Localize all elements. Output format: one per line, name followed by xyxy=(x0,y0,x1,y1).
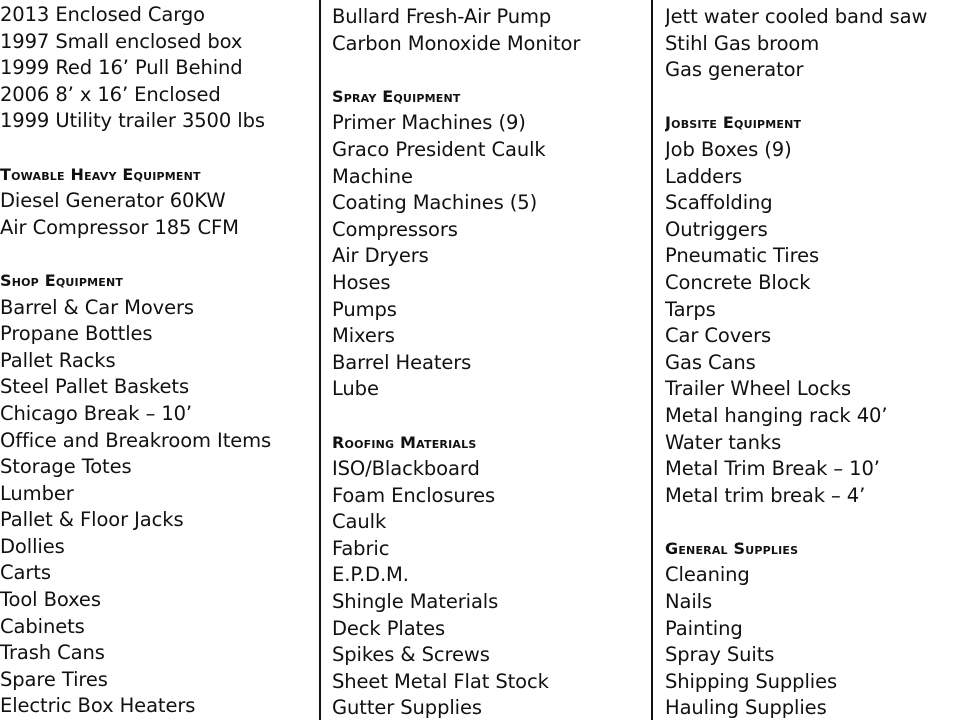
list-item: 2006 8’ x 16’ Enclosed xyxy=(0,82,221,106)
list-item: Spikes & Screws xyxy=(332,643,490,667)
list-item: ISO/Blackboard xyxy=(332,457,480,481)
list-item: Chicago Break – 10’ xyxy=(0,401,193,425)
list-item: Ladders xyxy=(665,164,743,188)
list-item: Job Boxes (9) xyxy=(665,137,792,161)
list-item: Painting xyxy=(665,616,743,640)
list-item: Lube xyxy=(332,377,379,401)
column-left xyxy=(0,2,316,722)
blank-line xyxy=(0,135,316,162)
list-item: 1997 Small enclosed box xyxy=(0,29,243,53)
list-item: Barrel Heaters xyxy=(332,350,472,374)
blank-line xyxy=(0,241,316,268)
section-heading: Shop Equipment xyxy=(0,270,124,290)
list-item: Outriggers xyxy=(665,217,768,241)
list-item: Concrete Block xyxy=(665,270,811,294)
section-heading: Spray Equipment xyxy=(332,86,461,106)
list-item: Car Covers xyxy=(665,324,772,348)
blank-line xyxy=(332,57,648,84)
list-item: Spare Tires xyxy=(0,667,108,691)
list-item: Deck Plates xyxy=(332,616,446,640)
list-item: Fabric xyxy=(332,536,390,560)
list-item: Stihl Gas broom xyxy=(665,31,820,55)
section-heading: Roofing Materials xyxy=(332,432,477,452)
column-right xyxy=(665,4,960,724)
list-item: 2013 Enclosed Cargo xyxy=(0,3,205,26)
list-item: Pallet Racks xyxy=(0,348,116,372)
list-item: Gas Cans xyxy=(665,350,756,374)
list-item: 1999 Utility trailer 3500 lbs xyxy=(0,109,265,133)
column-middle xyxy=(332,4,648,724)
list-item: Primer Machines (9) xyxy=(332,111,526,135)
blank-line xyxy=(665,509,960,536)
list-item: Carts xyxy=(0,561,51,585)
section-heading: General Supplies xyxy=(665,538,799,558)
list-item: Nails xyxy=(665,590,713,614)
list-item: Graco President Caulk xyxy=(332,137,546,161)
list-item: Diesel Generator 60KW xyxy=(0,189,226,213)
list-item: Gas generator xyxy=(665,58,804,82)
list-item: Lumber xyxy=(0,481,74,505)
list-item: Office and Breakroom Items xyxy=(0,428,272,452)
list-item: Hauling Supplies xyxy=(665,696,827,720)
list-item: Carbon Monoxide Monitor xyxy=(332,31,581,55)
list-item: Foam Enclosures xyxy=(332,483,496,507)
list-item: Metal hanging rack 40’ xyxy=(665,403,888,427)
list-item: 1999 Red 16’ Pull Behind xyxy=(0,56,243,80)
list-item: Pumps xyxy=(332,297,397,321)
section-heading: Jobsite Equipment xyxy=(665,113,802,133)
list-item: Pneumatic Tires xyxy=(665,244,820,268)
list-item: Caulk xyxy=(332,510,387,534)
list-item: Shipping Supplies xyxy=(665,669,838,693)
list-item: Spray Suits xyxy=(665,643,775,667)
list-item: Cabinets xyxy=(0,614,85,638)
list-item: Steel Pallet Baskets xyxy=(0,375,190,399)
list-item: Propane Bottles xyxy=(0,322,153,346)
list-item: Gutter Supplies xyxy=(332,696,482,720)
list-item: Trailer Wheel Locks xyxy=(665,377,852,401)
list-item: Electric Box Heaters xyxy=(0,694,196,718)
column-divider-left xyxy=(319,0,321,720)
list-item: Cleaning xyxy=(665,563,750,587)
blank-line xyxy=(332,403,648,430)
list-item: Barrel & Car Movers xyxy=(0,295,194,319)
list-item: Mixers xyxy=(332,324,395,348)
list-item: Jett water cooled band saw xyxy=(665,5,928,28)
list-item: Scaffolding xyxy=(665,191,773,215)
list-item: Shingle Materials xyxy=(332,590,499,614)
column-divider-right xyxy=(651,0,653,720)
list-item: Storage Totes xyxy=(0,455,132,479)
list-item: Air Dryers xyxy=(332,244,429,268)
section-heading: Towable Heavy Equipment xyxy=(0,164,201,184)
list-item: Sheet Metal Flat Stock xyxy=(332,669,549,693)
list-item: Air Compressor 185 CFM xyxy=(0,215,239,239)
list-item: Bullard Fresh-Air Pump xyxy=(332,5,552,28)
list-item: Water tanks xyxy=(665,430,782,454)
list-item: Coating Machines (5) xyxy=(332,191,538,215)
list-item: E.P.D.M. xyxy=(332,563,409,587)
list-item: Hoses xyxy=(332,270,391,294)
list-item: Pallet & Floor Jacks xyxy=(0,508,184,532)
list-item: Trash Cans xyxy=(0,641,105,665)
list-item: Metal Trim Break – 10’ xyxy=(665,457,880,481)
list-item: Machine xyxy=(332,164,413,188)
list-item: Tool Boxes xyxy=(0,588,101,612)
list-item: Dollies xyxy=(0,534,65,558)
list-item: Compressors xyxy=(332,217,458,241)
blank-line xyxy=(665,84,960,111)
list-item: Tarps xyxy=(665,297,716,321)
list-item: Metal trim break – 4’ xyxy=(665,483,866,507)
